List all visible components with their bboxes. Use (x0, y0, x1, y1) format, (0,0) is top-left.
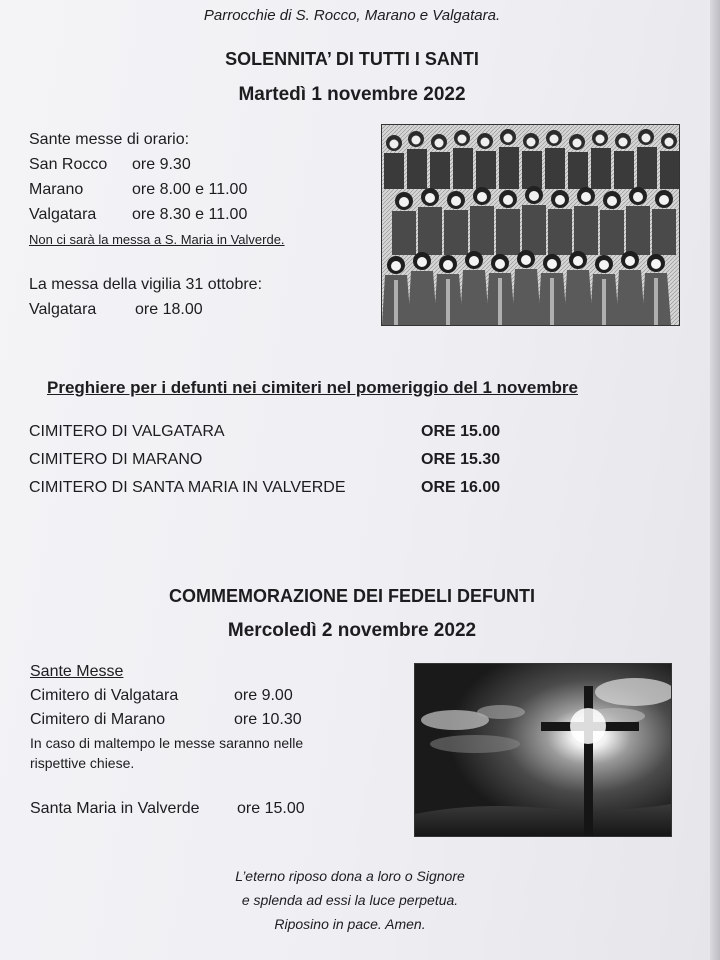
valverde-mass-place: Santa Maria in Valverde (30, 800, 200, 817)
all-saints-painting (381, 124, 680, 326)
mass-cemetery-marano-time: ore 10.30 (234, 711, 302, 728)
cemetery-valgatara: CIMITERO DI VALGATARA (29, 423, 225, 440)
prayers-heading: Preghiere per i defunti nei cimiteri nel pomeriggio del 1 novembre (47, 378, 578, 397)
cross-sky-photo (414, 663, 672, 837)
mass-cemetery-valgatara: Cimitero di Valgatara (30, 687, 179, 704)
mass-time-valgatara: ore 8.30 e 11.00 (132, 206, 248, 223)
mass-time-san-rocco: ore 9.30 (132, 156, 191, 173)
feast-date: Martedì 1 novembre 2022 (238, 84, 466, 105)
weather-note-line1: In caso di maltempo le messe saranno nelle (30, 735, 304, 751)
parishes-header: Parrocchie di S. Rocco, Marano e Valgatara. (203, 7, 501, 24)
sante-messe-label: Sante Messe (30, 663, 124, 680)
cemetery-marano-time: ORE 15.30 (421, 451, 501, 468)
weather-note-line2: rispettive chiese. (30, 755, 135, 771)
mass-cemetery-valgatara-time: ore 9.00 (234, 687, 293, 704)
feast-masses-label: Sante messe di orario: (29, 131, 190, 148)
vigil-place: Valgatara (29, 301, 97, 318)
prayer-line-1: L’eterno riposo dona a loro o Signore (235, 868, 465, 884)
cemetery-marano: CIMITERO DI MARANO (29, 451, 203, 468)
vigil-time: ore 18.00 (135, 301, 203, 318)
vigil-label: La messa della vigilia 31 ottobre: (29, 276, 263, 293)
cemetery-valgatara-time: ORE 15.00 (421, 423, 501, 440)
cemetery-valverde-time: ORE 16.00 (421, 479, 501, 496)
page-edge-shadow (710, 0, 720, 960)
commemoration-date: Mercoledì 2 novembre 2022 (227, 620, 477, 641)
valverde-mass-time: ore 15.00 (237, 800, 305, 817)
mass-cemetery-marano: Cimitero di Marano (30, 711, 166, 728)
mass-place-marano: Marano (29, 181, 84, 198)
mass-time-marano: ore 8.00 e 11.00 (132, 181, 248, 198)
commemoration-title: COMMEMORAZIONE DEI FEDELI DEFUNTI (169, 586, 535, 606)
mass-place-san-rocco: San Rocco (29, 156, 108, 173)
prayer-line-3: Riposino in pace. Amen. (274, 916, 426, 932)
saints-crowd-illustration (382, 125, 679, 325)
valverde-note: Non ci sarà la messa a S. Maria in Valverde. (29, 232, 285, 247)
mass-place-valgatara: Valgatara (29, 206, 97, 223)
cross-silhouette-illustration (415, 664, 671, 836)
prayer-line-2: e splenda ad essi la luce perpetua. (241, 892, 459, 908)
cemetery-valverde: CIMITERO DI SANTA MARIA IN VALVERDE (29, 479, 346, 496)
feast-title: SOLENNITA’ DI TUTTI I SANTI (225, 49, 479, 69)
